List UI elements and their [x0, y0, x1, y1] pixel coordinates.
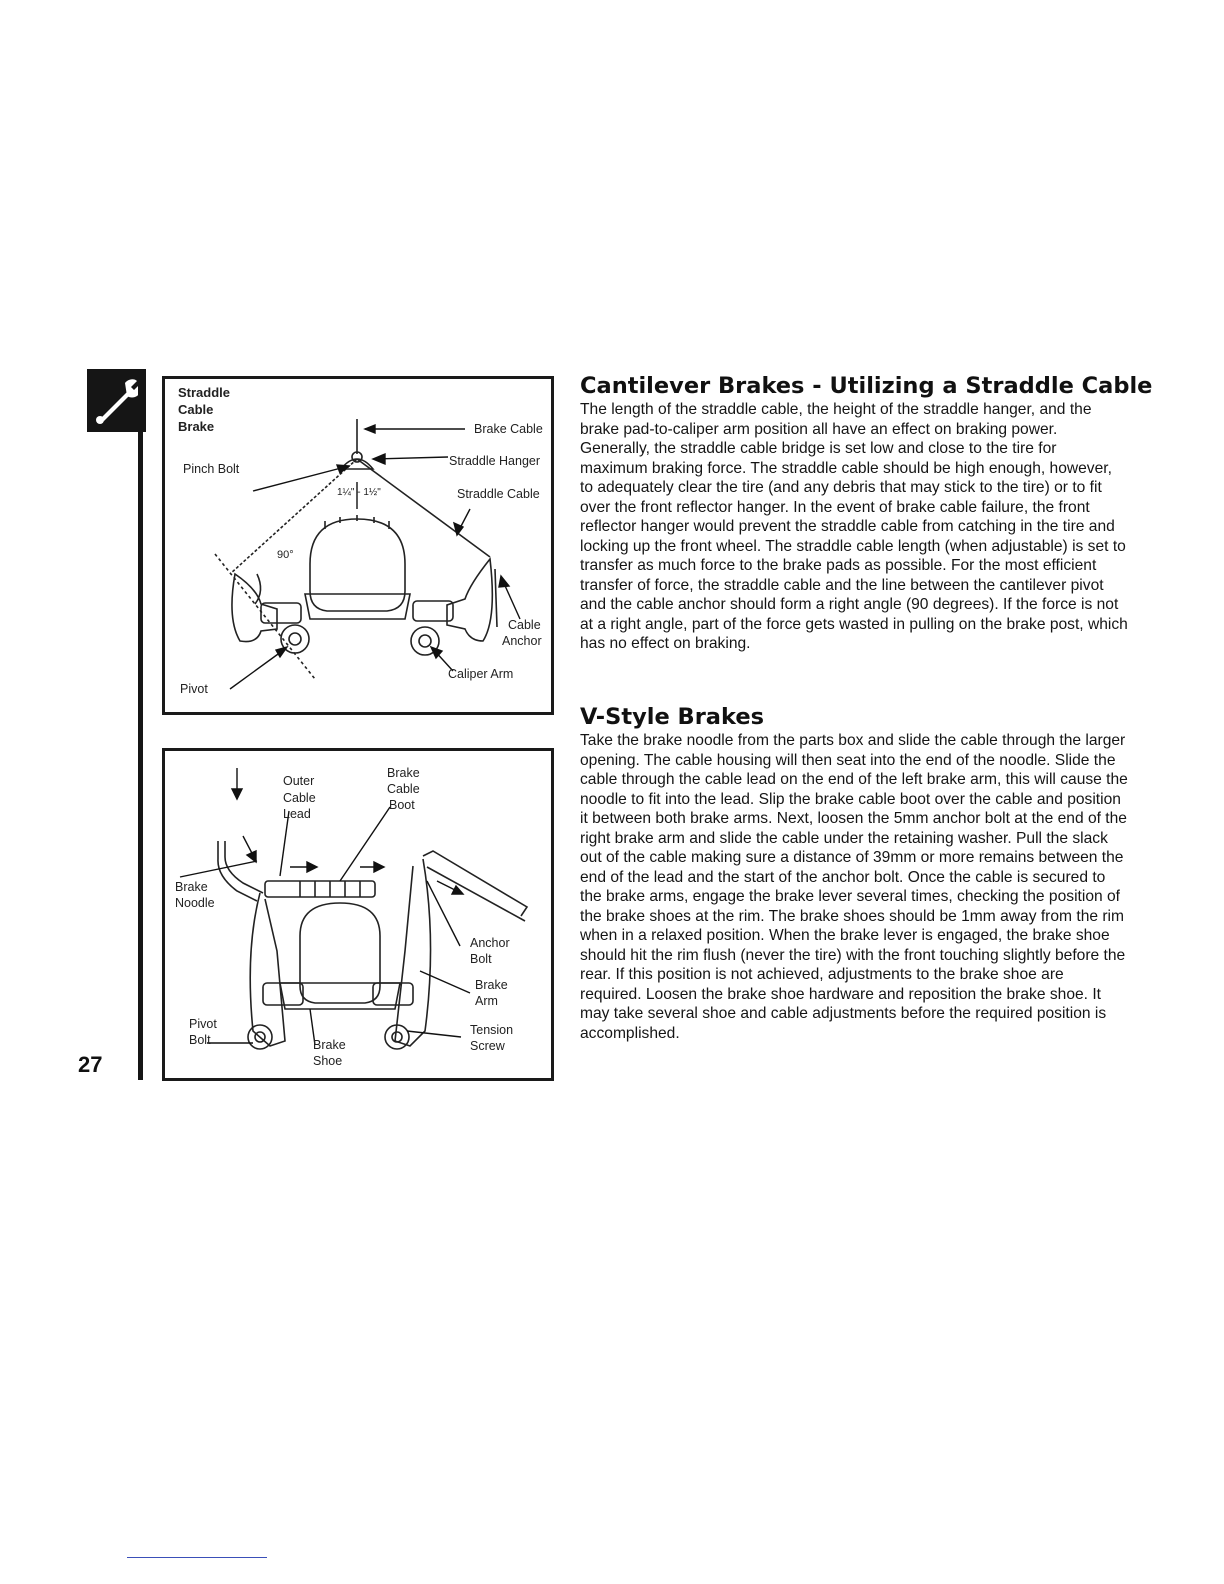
label-shoe-1: Brake	[313, 1038, 346, 1052]
label-pinch-bolt: Pinch Bolt	[183, 462, 240, 476]
label-outer-2: Cable	[283, 791, 316, 805]
label-cable-anchor-1: Cable	[508, 618, 541, 632]
label-straddle-cable: Straddle Cable	[457, 487, 540, 501]
label-arm-1: Brake	[475, 978, 508, 992]
label-boot-1: Brake	[387, 766, 420, 780]
section-body-vstyle: Take the brake noodle from the parts box and slide the cable through the larger opening. The cable housing will then seat into the end of the noodle. Slide the cable through the cable lead on the end of the left brake arm, this will cause the noodle to fit into the lead. Slip the brake cable boot over the cable and position it between both brake arms. Next, loosen the 5mm anchor bolt at the end of the right brake arm and slide the cable under the retaining washer. Pull the slack out of the cable making sure a distance of 39mm or more remains between the end of the lead and the start of the anchor bolt. Once the cable is secured to the brake arms, engage the brake lever several times, checking the position of the brake shoes at the rim. The brake shoes should be 1mm away from the rim when in a relaxed position. When the brake lever is engaged, the brake shoe should hit the rim flush (never the tire) with the front touching slightly before the rear. If this position is not achieved, adjustments to the brake shoe are required. Loosen the brake shoe hardware and reposition the brake shoe. It may take several shoe and cable adjustments before the required position is accomplished.	[580, 732, 1128, 1042]
label-pivot: Pivot	[180, 682, 208, 696]
label-measure: 1¼" - 1½"	[337, 487, 381, 498]
section-title-cantilever: Cantilever Brakes - Utilizing a Straddle Cable	[580, 373, 1153, 399]
cantilever-brake-diagram	[162, 376, 554, 715]
v-style-brake-diagram	[162, 748, 554, 1081]
label-cable: Cable	[178, 402, 214, 417]
label-noodle-1: Brake	[175, 880, 208, 894]
label-angle: 90°	[277, 549, 294, 561]
label-straddle: Straddle	[178, 385, 231, 400]
margin-rule	[138, 369, 143, 1080]
label-arm-2: Arm	[475, 994, 498, 1008]
label-brake: Brake	[178, 419, 215, 434]
label-shoe-2: Shoe	[313, 1054, 343, 1068]
label-pivot-2: Bolt	[189, 1033, 211, 1047]
label-boot-2: Cable	[387, 782, 420, 796]
section-cantilever	[580, 372, 1153, 654]
label-brake-cable: Brake Cable	[474, 422, 543, 436]
label-outer-3: Lead	[283, 807, 311, 821]
label-cable-anchor-2: Anchor	[502, 634, 542, 648]
label-outer-1: Outer	[283, 774, 315, 788]
label-tension-2: Screw	[470, 1039, 505, 1053]
footer-rule	[127, 1557, 267, 1558]
label-tension-1: Tension	[470, 1023, 514, 1037]
label-boot-3: Boot	[389, 798, 415, 812]
label-pivot-1: Pivot	[189, 1017, 217, 1031]
page-number: 27	[78, 1052, 103, 1077]
label-straddle-hanger: Straddle Hanger	[449, 454, 541, 468]
label-noodle-2: Noodle	[175, 896, 215, 910]
label-anchor-2: Bolt	[470, 952, 492, 966]
label-caliper-arm: Caliper Arm	[448, 667, 514, 681]
label-anchor-1: Anchor	[470, 936, 510, 950]
section-vstyle	[580, 703, 1128, 1043]
section-title-vstyle: V-Style Brakes	[580, 704, 764, 730]
section-body-cantilever: The length of the straddle cable, the height of the straddle hanger, and the brake pad-to-caliper arm position all have an effect on braking power. Generally, the straddle cable bridge is set low and close to the tire for maximum braking force. The straddle cable should be high enough, however, to adequately clear the tire (and any debris that may stick to the tire) or to fit over the front reflector hanger. In the event of brake cable failure, the front reflector hanger would prevent the straddle cable from catching in the tire and locking up the front wheel. The straddle cable length (when adjustable) is set to transfer as much force to the brake pads as possible. For the most efficient transfer of force, the straddle cable and the line between the cantilever pivot and the cable anchor should form a right angle (90 degrees). If the force is not at a right angle, part of the force gets wasted in pulling on the brake post, which has no effect on braking.	[580, 401, 1128, 652]
